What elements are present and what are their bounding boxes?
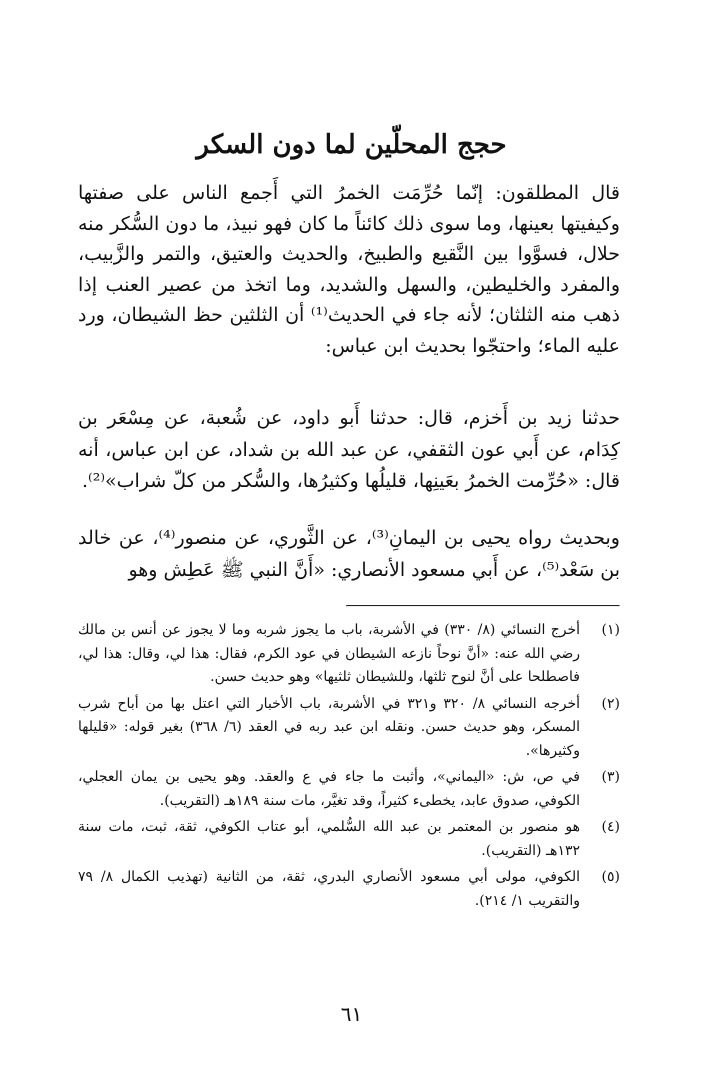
footnote-number: (١) — [601, 622, 620, 638]
body-paragraph-2: حدثنا زيد بن أَخزم، قال: حدثنا أَبو داود، عن شُعبة، عن مِسْعَر بن كِدَام، عن أَبي عون الثقفي، عن عبد الله بن شداد، عن ابن عباس، أنه قال: «حُرِّمت الخمرُ بعَينِها، قليلُها وكثيرُها، والسُّكر من كلّ شراب»⁽²⁾. — [78, 407, 620, 492]
footnote-number: (٥) — [601, 869, 620, 885]
footnote-text: أخرجه النسائي ٨/ ٣٢٠ و٣٢١ في الأشربة، باب الأخبار التي اعتل بها من أباح شرب المسكر، وهو حديث حسن. ونقله ابن عبد ربه في العقد (٦/ ٣٦٨) بغير قوله: «قليلها وكثيرها». — [78, 695, 581, 759]
footnote-separator — [346, 605, 620, 607]
footnote-text: الكوفي، مولى أبي مسعود الأنصاري البدري، ثقة، من الثانية (تهذيب الكمال ٨/ ٧٩ والتقريب ١/ ٢١٤). — [78, 869, 581, 909]
footnote-text: هو منصور بن المعتمر بن عبد الله السُّلمي، أبو عتاب الكوفي، ثقة، ثبت، مات سنة ١٣٢هـ (التقريب). — [78, 819, 580, 859]
footnote-number: (٢) — [601, 695, 620, 712]
body-paragraph-3: وبحديث رواه يحيى بن اليمانِ⁽³⁾، عن الثَّوري، عن منصور⁽⁴⁾، عن خالد بن سَعْد⁽⁵⁾، عن أَبي مسعود الأنصاري: «أَنَّ النبي ﷺ عَطِش وهو — [78, 527, 620, 581]
footnote — [78, 816, 620, 863]
footnote-number: (٣) — [601, 769, 620, 785]
footnote-text: في ص، ش: «اليماني»، وأثبت ما جاء في ع والعقد. وهو يحيى بن يمان العجلي، الكوفي، صدوق عابد، يخطىء كثيراً، وقد تغيَّر، مات سنة ١٨٩هـ (التقريب). — [78, 769, 580, 809]
footnote — [78, 766, 620, 813]
body-paragraph-1: قال المطلقون: إنّما حُرِّمَت الخمرُ التي أَجمع الناس على صفتها وكيفيتها بعينها، وما سوى ذلك كائناً ما كان فهو نبيذ، ما دون السُّكر منه حلال، فسوَّوا بين النَّقيع والطبيخ، والحديث والعتيق، والتمر والزَّبيب، والمفرد والخليطين، والسهل والشديد، وما اتخذ من عصير العنب إذا ذهب منه الثلثان؛ لأنه جاء في الحديث⁽¹⁾ أن الثلثين حظ الشيطان، ورد عليه الماء؛ واحتجّوا بحديث ابن عباس: — [78, 182, 621, 357]
footnote-number: (٤) — [601, 819, 620, 835]
page-number: ٦١ — [340, 1002, 363, 1026]
footnote — [78, 693, 620, 764]
section-title: حجج المحلّين لما دون السكر — [196, 130, 507, 160]
footnote — [78, 619, 620, 690]
footnotes-list — [78, 619, 620, 916]
footnote-text: أخرج النسائي (٨/ ٣٣٠) في الأشربة، باب ما يجوز شربه وما لا يجوز عن أنس بن مالك رضي الله عنه: «أنَّ نوحاً نازعه الشيطان في عود الكرم، فقال: هذا لي، وقال: هذا لي، فاصطلحا على أنَّ لنوح ثلثها، وللشيطان ثلثيها» وهو حديث حسن. — [78, 622, 581, 685]
footnote — [78, 866, 620, 913]
